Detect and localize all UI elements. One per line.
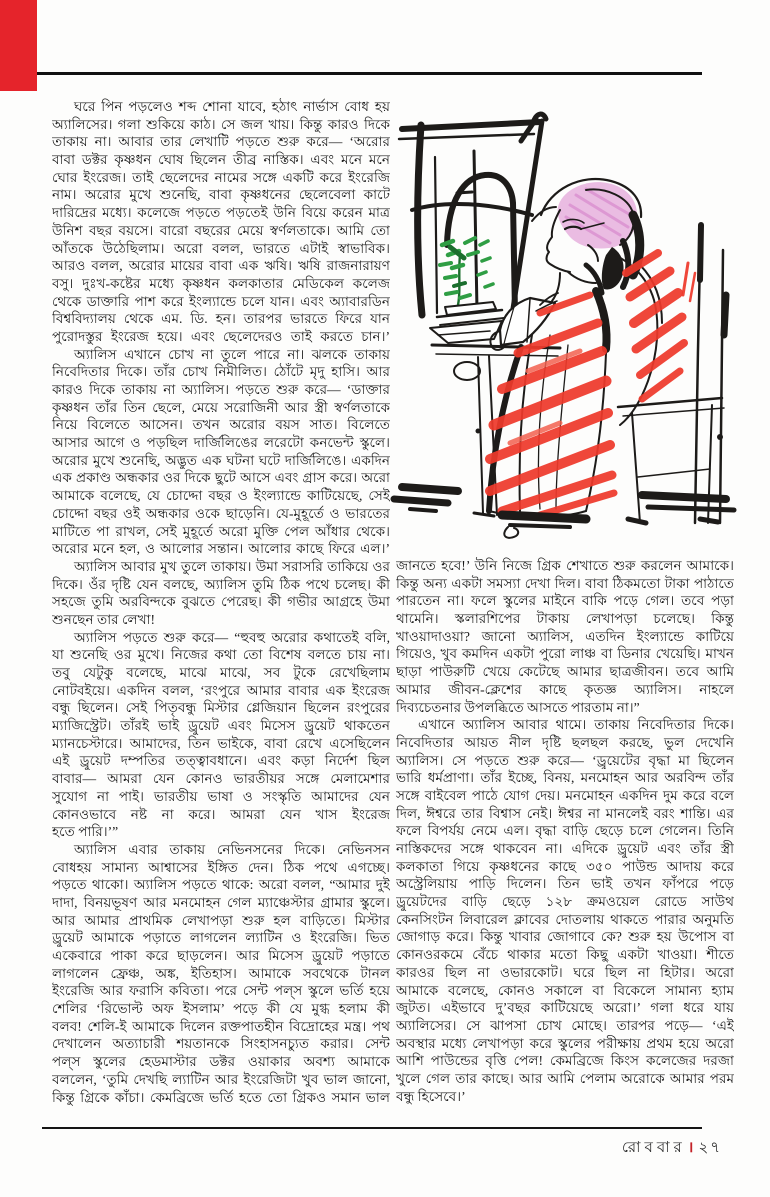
text-line: বসু। দুঃখ-কষ্টের মধ্যে কৃষ্ণধন কলকাতার মেডিকেল কলেজ: [52, 275, 390, 291]
footer-rule: [42, 1127, 702, 1129]
text-line: কিন্তু গ্রিকে কাঁচা। কেমব্রিজে ভর্তি হতে তো গ্রিকও সমান ভাল: [52, 1089, 390, 1105]
article-left-column: [52, 98, 390, 1106]
text-line: বাবা ডক্টর কৃষ্ণধন ঘোষ ছিলেন তীব্র নাস্তিক। এবং মনে মনে: [52, 152, 390, 168]
text-line: আশি পাউন্ডের বৃত্তি পেল! কেমব্রিজে কিংস কলেজের দরজা: [396, 1053, 734, 1069]
text-line: কারওর ছিল না ওভারকোট। ঘরে ছিল না হিটার। অরো: [396, 964, 734, 980]
text-line: বন্ধু ছিলেন। সেই পিতৃবন্ধু মিস্টার গ্লেজিয়ান ছিলেন রংপুরের: [52, 700, 390, 716]
text-line: আরও বলল, অরোর মায়ের বাবা এক ঋষি। ঋষি রাজনারায়ণ: [52, 258, 390, 274]
text-line: হতে পারি।’”: [52, 824, 119, 840]
magazine-name: রোববার: [621, 1140, 686, 1156]
text-line: অরোর মনে হল, ও আলোর সন্তান। আলোর কাছে ফিরে এল।’: [52, 541, 390, 557]
text-line: লাগলেন ফ্রেঞ্চ, অঙ্ক, ইতিহাস। আমাকে সবথেকে টানল: [52, 965, 390, 981]
text-line: দারিদ্রের মধ্যে। কলেজে পড়তে পড়তেই উনি বিয়ে করেন মাত্র: [52, 205, 390, 221]
text-line: আমাকে বলেছে, যে চোদ্দো বছর ও ইংল্যান্ডে কাটিয়েছে, সেই: [52, 488, 390, 504]
text-line: ম্যানচেস্টারে। আমাদের, তিন ভাইকে, বাবা রেখে এসেছিলেন: [52, 735, 390, 751]
text-line: সঙ্গে বাইবেল পাঠে যোগ দেয়। মনমোহন একদিন দুম করে বলে: [396, 787, 734, 803]
text-line: পড়তে থাকো। অ্যালিস পড়তে থাকে: অরো বলল, “আমার দুই: [52, 877, 390, 893]
footer-separator: ।: [687, 1140, 694, 1156]
text-line: উনিশ বছর বয়সে। বারো বছরের মেয়ে স্বর্ণলতাকে। আমি তো: [52, 222, 390, 238]
text-line: বলব! শেলি-ই আমাকে দিলেন রক্তপাতহীন বিদ্রোহের মন্ত্র। পথ: [52, 1018, 390, 1034]
text-line: ঘোর ইংরেজ। তাই ছেলেদের নামের সঙ্গে একটি করে ইংরেজি: [52, 169, 390, 185]
plant-sketch: [440, 238, 493, 305]
text-line: দিকে। ওঁর দৃষ্টি যেন বলছে, অ্যালিস তুমি ঠিক পথে চলেছ। কী: [52, 576, 390, 592]
text-line: কৃষ্ণধন তাঁর তিন ছেলে, মেয়ে সরোজিনী আর স্ত্রী স্বর্ণলতাকে: [52, 399, 390, 415]
text-line: যা শুনেছি ওর মুখে। নিজের কথা তো বিশেষ বলতে চায় না।: [52, 647, 390, 663]
text-line: এই ড্রুয়েট দম্পতির তত্ত্বাবধানে। এবং কড়া নির্দেশ ছিল: [52, 753, 390, 769]
text-line: সহজে তুমি অরবিন্দকে বুঝতে পেরেছ। কী গভীর আগ্রহে উমা: [52, 594, 390, 610]
top-rule: [0, 72, 702, 75]
text-line: খুলে গেল তার কাছে। আর আমি পেলাম অরোকে আমার পরম: [396, 1070, 734, 1086]
window-sketch: [399, 114, 546, 328]
text-line: কোনওরকমে বেঁচে থাকার মতো কিছু একটা খাওয়া। শীতে: [396, 947, 734, 963]
text-line: জানতে হবে!’ উনি নিজে গ্রিক শেখাতে শুরু করলেন আমাকে।: [396, 558, 734, 573]
text-line: দেখালেন অত্যাচারী শয়তানকে সিংহাসনচ্যুত করার। সেন্ট: [52, 1036, 390, 1052]
text-line: অ্যালিস আবার মুখ তুলে তাকায়। উমা সরাসরি তাকিয়ে ওর: [74, 558, 390, 574]
text-line: শুনছেন তার লেখা!: [52, 611, 156, 627]
text-line: বললেন, ‘তুমি দেখছি ল্যাটিন আর ইংরেজিটা খুব ভাল জানো,: [52, 1071, 390, 1087]
text-line: ড্রুয়েটদের বাড়ি ছেড়ে ১২৮ ক্রমওয়েল রোডে সাউথ: [396, 894, 734, 910]
text-line: কেনসিংটন লিবারেল ক্লাবের দোতলায় থাকতে পারার অনুমতি: [396, 911, 734, 927]
text-line: নিয়ে বিলেতে আসেন। তখন অরোর বয়স সাত। বিলেতে: [52, 417, 390, 433]
text-line: নাম। অরোর মুখে শুনেছি, বাবা কৃষ্ণধনের ছেলেবেলা কাটে: [52, 187, 390, 203]
text-line: ভারি ধর্মপ্রাণা। তাঁর ইচ্ছে, বিনয়, মনমোহন আর অরবিন্দ তাঁর: [396, 770, 734, 786]
text-line: ফলে বিপর্যয় নেমে এল। বৃদ্ধা বাড়ি ছেড়ে চলে গেলেন। তিনি: [396, 823, 734, 839]
text-line: কোনওভাবে নষ্ট না করে। আমরা যেন খাস ইংরেজ: [52, 806, 390, 822]
text-line: বাবার— আমরা যেন কোনও ভারতীয়র সঙ্গে মেলামেশার: [52, 771, 390, 787]
text-line: বোধহয় সামান্য আশ্বাসের ইঙ্গিত দেন। ঠিক পথে এগচ্ছে।: [52, 859, 390, 875]
reading-woman-illustration: [390, 95, 750, 555]
text-line: নিবেদিতার আয়ত নীল দৃষ্টি ছলছল করছে, ভুল দেখেনি: [396, 734, 734, 750]
text-line: ছাড়া পাউরুটি খেয়ে কেটেছে আমার ছাত্রজীবন। তবে আমি: [396, 664, 734, 680]
text-line: আঁতকে উঠেছিলাম। অরো বলল, ভারতে এটাই স্বাভাবিক।: [52, 240, 390, 256]
text-line: অবস্থার মধ্যে লেখাপড়া করে স্কুলের পরীক্ষায় প্রথম হয়ে অরো: [396, 1035, 734, 1051]
text-line: ঘরে পিন পড়লেও শব্দ শোনা যাবে, হঠাৎ নার্ভাস বোধ হয়: [74, 99, 390, 114]
text-line: ড্রুয়েট আমাকে পড়াতে লাগলেন ল্যাটিন ও ইংরেজি। ভিত: [52, 930, 390, 946]
text-line: নিবেদিতার দিকে। তাঁর চোখ নিমীলিত। ঠোঁটে মৃদু হাসি। আর: [52, 364, 390, 380]
text-line: এখানে অ্যালিস আবার থামে। তাকায় নিবেদিতার দিকে।: [418, 717, 734, 733]
text-line: আমাকে বলেছে, কোনও সকালে বা বিকেলে সামান্য হ্যাম: [396, 982, 734, 998]
text-line: কারও দিকে তাকায় না অ্যালিস। পড়তে শুরু করে— ‘ডাক্তার: [52, 382, 390, 397]
text-line: অ্যালিস। সে পড়তে শুরু করে— ‘ড্রুয়েটের বৃদ্ধা মা ছিলেন: [396, 752, 734, 768]
text-line: কিন্তু অন্য একটা সমস্যা দেখা দিল। বাবা ঠিকমতো টাকা পাঠাতে: [396, 575, 734, 591]
text-line: মাটিতে পা রাখল, সেই মুহূর্তে অরো মুক্তি পেল আঁধার থেকে।: [52, 523, 390, 539]
text-line: ইংরেজি আর ফরাসি কবিতা। পরে সেন্ট পল্‌স স্কুলে ভর্তি হয়ে: [52, 983, 390, 999]
footer: [400, 1136, 722, 1161]
red-corner-tab: [0, 0, 37, 91]
text-line: গিয়েও, খুব কমদিন একটা পুরো লাঞ্চ বা ডিনার খেয়েছি। মাখন: [396, 646, 734, 662]
text-line: থেকে ডাক্তারি পাশ করে ইংল্যান্ডে চলে যান। এবং অ্যাবারডিন: [52, 293, 390, 309]
text-line: আসার আগে ও পড়ছিল দার্জিলিঙের লরেটো কনভেন্ট স্কুলে।: [52, 435, 390, 451]
text-line: নোটবইয়ে। একদিন বলল, ‘রংপুরে আমার বাবার এক ইংরেজ: [52, 682, 390, 698]
text-line: সুযোগ না পাই। ভারতীয় ভাষা ও সংস্কৃতি আমাদের যেন: [52, 788, 390, 804]
text-line: জুটত। এইভাবে দু’বছর কাটিয়েছে অরো।’ গলা ধরে যায়: [396, 1000, 734, 1016]
text-line: অ্যালিস এখানে চোখ না তুলে পারে না। ঝলকে তাকায়: [74, 346, 390, 362]
text-line: দিব্যচেতনার উপলব্ধিতে আসতে পারতাম না।”: [396, 699, 640, 715]
text-line: পারতেন না। ফলে স্কুলের মাইনে বাকি পড়ে গেল। তবে পড়া: [396, 593, 734, 609]
books-sketch: [430, 302, 504, 343]
text-line: বিশ্ববিদ্যালয় থেকে এম. ডি. হন। তারপর ভারতে ফিরে যান: [52, 311, 390, 327]
text-line: পল্‌স স্কুলের হেডমাস্টার ডক্টর ওয়াকার অবশ্য আমাকে: [52, 1054, 390, 1070]
text-line: কলকাতা গিয়ে কৃষ্ণধনের কাছে ৩৫০ পাউন্ড আদায় করে: [396, 858, 734, 874]
page-number: ২৭: [698, 1140, 722, 1156]
text-line: অ্যালিস পড়তে শুরু করে— “হুবহু অরোর কথাতেই বলি,: [74, 629, 390, 645]
text-line: অ্যালিস এবার তাকায় নেভিনসনের দিকে। নেভিনসন: [74, 841, 390, 857]
text-line: শেলির ‘রিভোল্ট অফ ইসলাম’ পড়ে কী যে মুগ্ধ হলাম কী: [52, 1001, 390, 1017]
text-line: নাস্তিকদের সঙ্গে থাকবেন না। এদিকে ড্রুয়েট এবং তাঁর স্ত্রী: [396, 841, 734, 856]
text-line: জোগাড় করে। কিন্তু খাবার জোগাবে কে? শুরু হয় উপোস বা: [396, 929, 734, 945]
text-line: তবু যেটুকু বলেছে, মাঝে মাঝে, সব টুকে রেখেছিলাম: [52, 665, 390, 680]
text-line: বন্ধু হিসেবে।’: [396, 1088, 466, 1104]
floor-shadows: [394, 429, 734, 538]
text-line: চোদ্দো বছর ওই অন্ধকার ওকে ছাড়েনি। যে-মুহূর্তে ও ভারতের: [52, 505, 390, 521]
text-line: দিল, ঈশ্বরে তার বিশ্বাস নেই। ঈশ্বর না মানলেই বরং শান্তি। এর: [396, 805, 734, 821]
text-line: অ্যালিসের। সে ঝাপসা চোখ মোছে। তারপর পড়ে— ‘এই: [396, 1017, 734, 1033]
text-line: পুরোদস্তুর ইংরেজ হয়ে। এবং ছেলেদেরও তাই করতে চান।’: [52, 328, 390, 344]
text-line: তাকায় না। আবার তার লেখাটি পড়তে শুরু করে— ‘অরোর: [52, 134, 390, 150]
text-line: অরোর মুখে শুনেছি, অদ্ভুত এক ঘটনা ঘটে দার্জিলিঙে। একদিন: [52, 452, 390, 468]
text-line: আমার জীবন-ক্লেশের কাছে কৃতজ্ঞ অ্যালিস। নাহলে: [396, 681, 734, 697]
text-line: দাদা, বিনয়ভূষণ আর মনমোহন গেল ম্যাঞ্চেস্টার গ্রামার স্কুলে।: [52, 894, 390, 910]
text-line: এক প্রকাণ্ড অন্ধকার ওর দিকে ছুটে আসে এবং গ্রাস করে। অরো: [52, 470, 390, 486]
text-line: অস্ট্রেলিয়ায় পাড়ি দিলেন। তিন ভাই তখন ফাঁপরে পড়ে: [396, 876, 734, 892]
text-line: ম্যাজিস্ট্রেট। তাঁরই ভাই ড্রুয়েট এবং মিসেস ড্রুয়েট থাকতেন: [52, 718, 390, 734]
text-line: থামেনি। স্কলারশিপের টাকায় লেখাপড়া চলেছে। কিন্তু: [396, 611, 734, 627]
text-line: একেবারে পাকা করে ছাড়লেন। আর মিসেস ড্রুয়েট পড়াতে: [52, 948, 390, 963]
text-line: অ্যালিসের। গলা শুকিয়ে কাঠ। সে জল খায়। কিন্তু কারও দিকে: [52, 116, 390, 132]
text-line: খাওয়াদাওয়া? জানো অ্যালিস, এতদিন ইংল্যান্ডে কাটিয়ে: [396, 628, 734, 644]
text-line: আর আমার প্রাথমিক লেখাপড়া শুরু হল বাড়িতে। মিস্টার: [52, 912, 390, 928]
article-right-column: [396, 557, 734, 1105]
